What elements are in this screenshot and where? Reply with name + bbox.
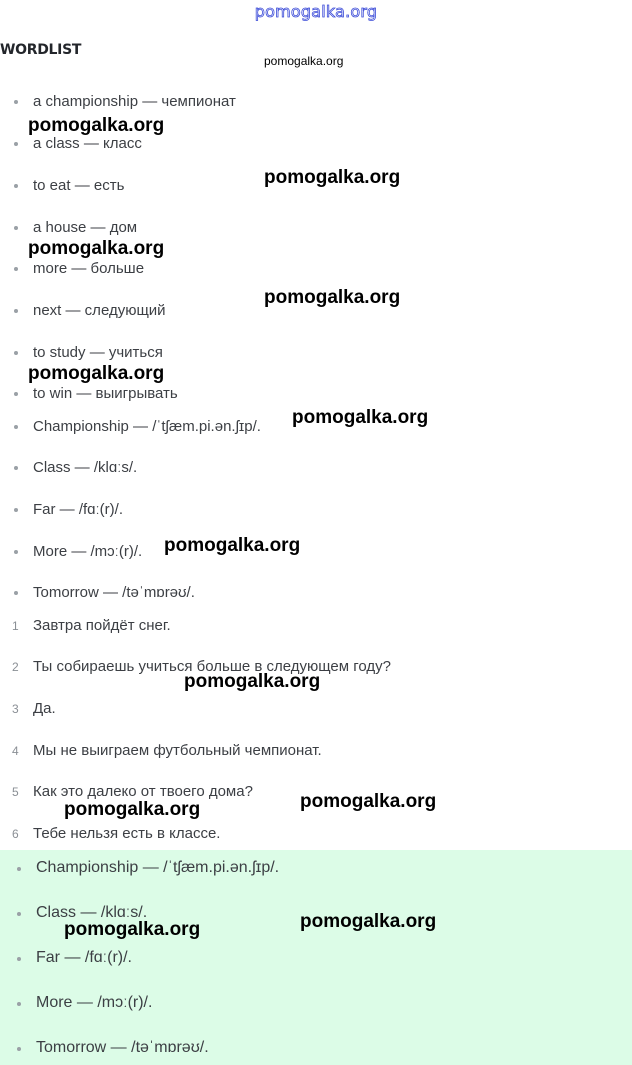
list-item: Far — /fɑː(r)/.	[0, 947, 632, 969]
bullet-icon	[17, 1002, 21, 1006]
watermark-text: pomogalka.org	[264, 287, 401, 308]
watermark-text: pomogalka.org	[264, 54, 344, 68]
list-item: 2 Ты собираешь учиться больше в следующем году?	[12, 658, 392, 675]
bullet-icon	[14, 309, 18, 313]
watermark-text: pomogalka.org	[64, 799, 201, 820]
watermark-text: pomogalka.org	[300, 791, 437, 812]
wordlist-heading: WORDLIST	[0, 42, 82, 58]
bullet-icon	[14, 591, 18, 595]
bullet-icon	[17, 957, 21, 961]
list-item: 4 Мы не выиграем футбольный чемпионат.	[12, 742, 322, 759]
bullet-icon	[14, 267, 18, 271]
list-item: Championship — /ˈtʃæm.pi.ən.ʃɪp/.	[0, 857, 632, 879]
list-item: to study — учиться	[0, 342, 632, 364]
list-item: Tomorrow — /təˈmɒrəʊ/.	[0, 1037, 632, 1059]
site-watermark: pomogalka.org	[254, 2, 378, 21]
list-item: more — больше	[0, 258, 632, 280]
watermark-text: pomogalka.org	[64, 919, 201, 940]
bullet-icon	[14, 184, 18, 188]
list-item: Class — /klɑːs/.	[0, 902, 632, 924]
list-item: 5 Как это далеко от твоего дома?	[12, 783, 253, 800]
bullet-icon	[14, 351, 18, 355]
list-item: More — /mɔː(r)/.	[0, 541, 632, 563]
watermark-text: pomogalka.org	[164, 535, 301, 556]
bullet-icon	[14, 425, 18, 429]
list-item: 3 Да.	[12, 700, 56, 717]
bullet-icon	[14, 508, 18, 512]
list-item: Tomorrow — /təˈmɒrəʊ/.	[0, 582, 632, 604]
list-item: Championship — /ˈtʃæm.pi.ən.ʃɪp/.	[0, 416, 632, 438]
bullet-icon	[14, 466, 18, 470]
bullet-icon	[14, 226, 18, 230]
bullet-icon	[17, 867, 21, 871]
watermark-text: pomogalka.org	[28, 115, 165, 136]
bullet-icon	[14, 100, 18, 104]
list-item: 1 Завтра пойдёт снег.	[12, 617, 171, 634]
list-item: a championship — чемпионат	[0, 91, 632, 113]
bullet-icon	[14, 392, 18, 396]
list-item: to eat — есть	[0, 175, 632, 197]
watermark-text: pomogalka.org	[28, 238, 165, 259]
watermark-text: pomogalka.org	[28, 363, 165, 384]
highlighted-answer-block	[0, 850, 632, 1065]
bullet-icon	[17, 912, 21, 916]
list-item: 6 Тебе нельзя есть в классе.	[12, 825, 221, 842]
watermark-text: pomogalka.org	[264, 167, 401, 188]
list-item: to win — выигрывать	[0, 383, 632, 405]
bullet-icon	[17, 1047, 21, 1051]
watermark-text: pomogalka.org	[184, 671, 321, 692]
list-item: next — следующий	[0, 300, 632, 322]
watermark-text: pomogalka.org	[292, 407, 429, 428]
bullet-icon	[14, 550, 18, 554]
list-item: Class — /klɑːs/.	[0, 457, 632, 479]
watermark-text: pomogalka.org	[300, 911, 437, 932]
list-item: a house — дом	[0, 217, 632, 239]
list-item: More — /mɔː(r)/.	[0, 992, 632, 1014]
list-item: Far — /fɑː(r)/.	[0, 499, 632, 521]
list-item: a class — класс	[0, 133, 632, 155]
bullet-icon	[14, 142, 18, 146]
